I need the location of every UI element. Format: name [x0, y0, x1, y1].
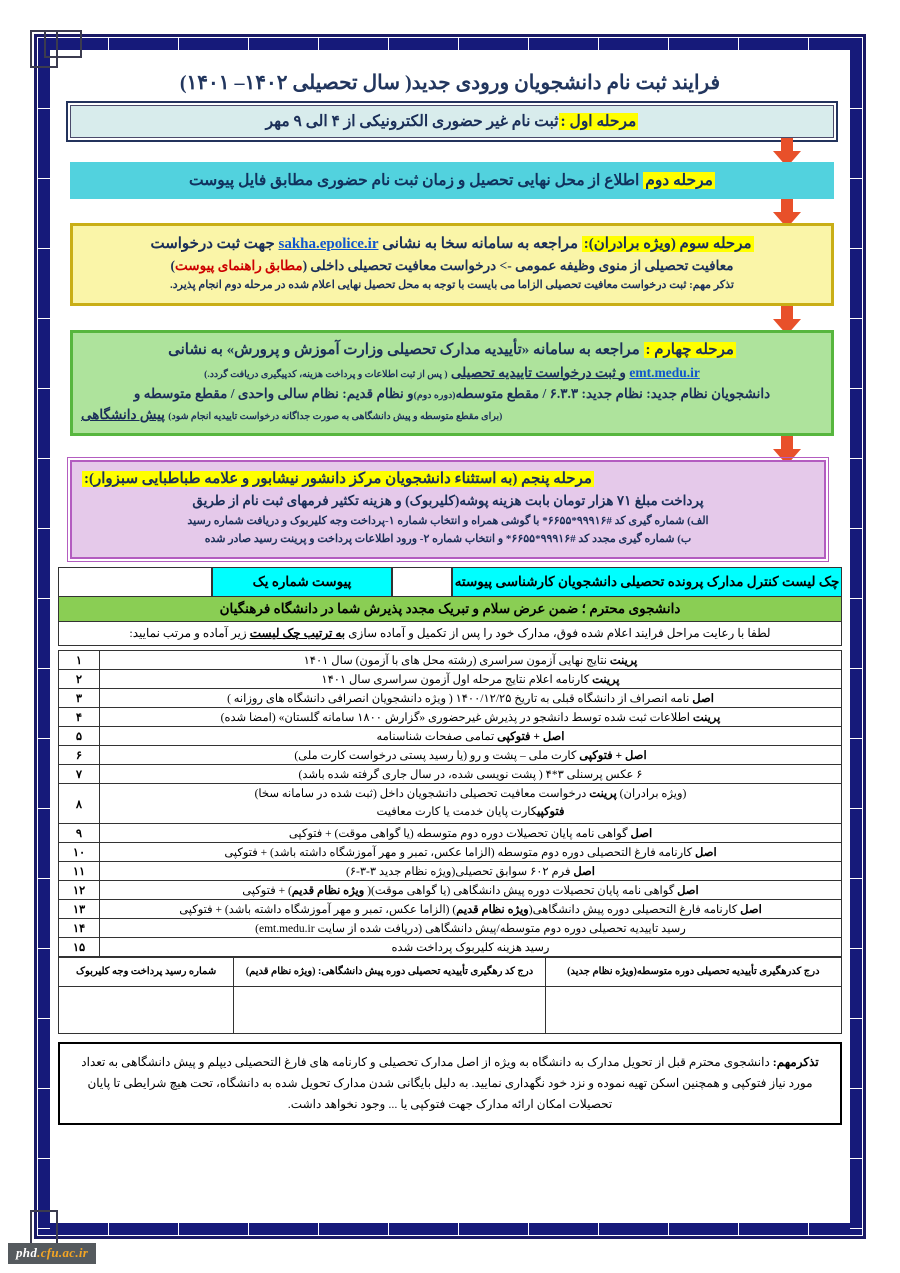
- frame-segment-tick: [38, 668, 50, 669]
- stage-3-line1-before: مراجعه به سامانه سخا به نشانی: [382, 236, 579, 252]
- row-desc: [100, 651, 842, 670]
- row-number: ۶: [59, 746, 100, 765]
- row-desc: [100, 784, 842, 824]
- emt-medu-link[interactable]: emt.medu.ir: [629, 364, 700, 380]
- checklist-table-body: [59, 651, 842, 957]
- row-bold: اصل: [740, 903, 762, 916]
- frame-segment-tick: [850, 738, 862, 739]
- frame-segment-tick: [528, 38, 529, 50]
- frame-segment-tick: [38, 738, 50, 739]
- important-note-text: دانشجوی محترم قبل از تحویل مدارک به دانشگاه به ویژه از اصل مدارک تحصیلی و کارنامه های فارغ التحصیلی دیپلم و پیش دانشگاهی به تعداد مورد نیاز فتوکپی و همچنین اسکن تهیه نموده و نزد خود نگهداری نمایید. به دلیل بایگانی شدن مدارک تحویل شده به دانشگاه، تحت هیچ شرایطی تا پایان تحصیلات امکان ارائه مدارک جهت فتوکپی یا ... وجود نخواهد داشت.: [81, 1054, 813, 1111]
- row-bold: پرینت: [592, 674, 620, 687]
- corner-mark-top-left-2: [30, 30, 58, 68]
- frame-segment-tick: [248, 1223, 249, 1235]
- row-number: ۱۴: [59, 918, 100, 937]
- row-desc: [100, 880, 842, 899]
- frame-segment-tick: [668, 38, 669, 50]
- stage-4-line4-small: (برای مقطع متوسطه و پیش دانشگاهی به صورت جداگانه درخواست تاییدیه انجام شود): [168, 412, 503, 422]
- frame-segment-tick: [850, 878, 862, 879]
- frame-segment-tick: [850, 1228, 862, 1229]
- row-desc: [100, 842, 842, 861]
- row-text: کارنامه اعلام نتایج مرحله اول آزمون سراسری سال ۱۴۰۱: [321, 674, 593, 687]
- row-text-2: ) (الزاما عکس، تمبر و مهر آموزشگاه داشته باشد) + فتوکپی: [179, 903, 457, 916]
- row-text: گواهی نامه پایان تحصیلات دوره پیش دانشگاهی (یا گواهی موقت)(: [364, 884, 678, 897]
- checklist-table: [58, 650, 842, 957]
- row-number: ۱۵: [59, 937, 100, 956]
- frame-segment-tick: [178, 1223, 179, 1235]
- frame-segment-tick: [38, 178, 50, 179]
- table-row: [59, 746, 842, 765]
- tracking-code-table: [58, 957, 842, 1034]
- stage-5-line-2: الف) شماره گیری کد #۹۹۹۱۶*۶۶۵۵* با گوشی همراه و انتخاب شماره ۱-پرداخت وجه کلیربوک و دریافت شماره رسید: [187, 514, 709, 527]
- table-row: [59, 918, 842, 937]
- tracking-col-old-a: درج کد رهگیری تأییدیه تحصیلی دوره پیش دانشگاهی: (: [312, 966, 534, 978]
- frame-segment-tick: [850, 318, 862, 319]
- row-desc: [100, 670, 842, 689]
- page-title: فرایند ثبت نام دانشجویان ورودی جدید( سال تحصیلی ۱۴۰۲– ۱۴۰۱): [179, 72, 721, 94]
- table-row: [59, 708, 842, 727]
- page-border-bottom: [38, 1223, 862, 1235]
- tracking-col-new-a: درج کدرهگیری تأییدیه تحصیلی دوره متوسطه(: [633, 966, 820, 978]
- stage-3-guide-ref: مطابق راهنمای پیوست: [175, 258, 303, 274]
- tracking-input-new-system[interactable]: [545, 986, 841, 1033]
- row-desc: [100, 899, 842, 918]
- stage-4-line1-text: مراجعه به سامانه «تأییدیه مدارک تحصیلی وزارت آموزش و پرورش» به نشانی: [168, 342, 640, 359]
- tracking-code-header-row: [59, 957, 842, 986]
- page-border-left: [38, 38, 50, 1235]
- frame-segment-tick: [388, 1223, 389, 1235]
- tracking-col-old-emph: ویژه نظام قدیم: [249, 966, 313, 978]
- row-text: تمامی صفحات شناسنامه: [376, 731, 498, 744]
- tracking-col-old-b: ): [245, 966, 250, 978]
- frame-segment-tick: [528, 1223, 529, 1235]
- greeting-banner: دانشجوی محترم ؛ ضمن عرض سلام و تبریک مجدد پذیرش شما در دانشگاه فرهنگیان: [58, 597, 842, 622]
- frame-segment-tick: [248, 38, 249, 50]
- stage-5-badge: مرحله پنجم (به استثناء دانشجویان مرکز دانشور نیشابور و علامه طباطبایی سبزوار):: [84, 471, 592, 488]
- table-row: [59, 689, 842, 708]
- frame-segment-tick: [738, 1223, 739, 1235]
- document-body: [58, 58, 842, 1125]
- table-row: [59, 823, 842, 842]
- row-8-prefix: (ویژه برادران): [616, 788, 687, 801]
- row-emph: ویژه نظام قدیم: [291, 884, 365, 897]
- stage-3-line2-b: ): [170, 258, 176, 274]
- table-row: [59, 727, 842, 746]
- stage-3-box: [70, 223, 834, 306]
- row-number: ۷: [59, 765, 100, 784]
- stage-4-line4-a: پیش دانشگاهی: [81, 407, 165, 422]
- frame-segment-tick: [850, 108, 862, 109]
- frame-segment-tick: [38, 388, 50, 389]
- frame-segment-tick: [38, 1088, 50, 1089]
- row-number: ۹: [59, 823, 100, 842]
- row-text: نتایج نهایی آزمون سراسری (رشته محل های با آزمون) سال ۱۴۰۱: [303, 655, 610, 668]
- frame-segment-tick: [850, 598, 862, 599]
- row-desc: [100, 746, 842, 765]
- frame-segment-tick: [850, 178, 862, 179]
- frame-segment-tick: [38, 948, 50, 949]
- important-note: [58, 1042, 842, 1125]
- stage-3-line-1: [83, 234, 821, 254]
- row-desc: [100, 937, 842, 956]
- table-row: [59, 880, 842, 899]
- frame-segment-tick: [318, 1223, 319, 1235]
- row-desc: [100, 708, 842, 727]
- important-note-label: تذکرمهم:: [772, 1054, 819, 1069]
- tracking-col-receipt: شماره رسید پرداخت وجه کلیربوک: [59, 957, 234, 986]
- stage-3-line1-after: جهت ثبت درخواست: [150, 236, 275, 252]
- row-8-bold-1: پرینت: [589, 788, 617, 801]
- frame-segment-tick: [38, 1158, 50, 1159]
- row-bold: پرینت: [609, 655, 638, 668]
- stage-5-line-3: ب) شماره گیری مجدد کد #۹۹۹۱۶*۶۶۵۵* و انتخاب شماره ۲- ورود اطلاعات پرداخت و پرینت رسید صادر شده: [204, 532, 692, 545]
- frame-segment-tick: [38, 598, 50, 599]
- tracking-code-input-row: [59, 986, 842, 1033]
- watermark-part-1: phd: [16, 1245, 38, 1260]
- row-8-text-2: کارت پایان خدمت یا کارت معافیت: [376, 805, 538, 818]
- checklist-header-gap-1: [392, 567, 452, 597]
- frame-segment-tick: [38, 808, 50, 809]
- row-text: نامه انصراف از دانشگاه قبلی به تاریخ ۱۴۰۰/۱۲/۲۵ ( ویژه دانشجویان انصرافی دانشگاه های روزانه ): [227, 693, 693, 706]
- row-number: ۱۰: [59, 842, 100, 861]
- frame-segment-tick: [108, 1223, 109, 1235]
- frame-segment-tick: [38, 528, 50, 529]
- table-row: [59, 899, 842, 918]
- stage-4-line-2: [81, 364, 823, 382]
- frame-segment-tick: [388, 38, 389, 50]
- row-text: اطلاعات ثبت شده توسط دانشجو در پذیرش غیرحضوری «گزارش ۱۸۰۰ سامانه گلستان» (امضا شده): [220, 712, 693, 725]
- tracking-col-new-emph: ویژه نظام جدید: [570, 966, 634, 978]
- stage-3-line-2: [83, 257, 821, 275]
- stage-4-line-4: [81, 406, 823, 424]
- row-text: رسید هزینه کلیربوک پرداخت شده: [391, 941, 550, 954]
- row-number: ۸: [59, 784, 100, 824]
- frame-segment-tick: [38, 248, 50, 249]
- stage-2-badge: مرحله دوم: [645, 172, 713, 189]
- stage-2-box: [70, 162, 834, 199]
- stage-3-badge: مرحله سوم (ویژه برادران):: [583, 236, 752, 252]
- row-desc: [100, 861, 842, 880]
- row-number: ۱۲: [59, 880, 100, 899]
- stage-4-box: [70, 330, 834, 436]
- frame-segment-tick: [850, 1158, 862, 1159]
- row-desc: [100, 823, 842, 842]
- instruction-a: لطفا با رعایت مراحل فرایند اعلام شده فوق، مدارک خود را پس از تکمیل و آماده سازی: [345, 626, 771, 641]
- row-text: رسید تاییدیه تحصیلی دوره دوم متوسطه/پیش دانشگاهی (دریافت شده از سایت emt.medu.ir: [258, 922, 686, 935]
- stage-4-line2-b: ( پس از ثبت اطلاعات و پرداخت هزینه، کدپیگیری دریافت گردد.): [204, 369, 448, 380]
- frame-segment-tick: [178, 38, 179, 50]
- frame-segment-tick: [850, 388, 862, 389]
- stage-5-box: [70, 460, 826, 559]
- row-desc: رسید تاییدیه تحصیلی دوره دوم متوسطه/پیش دانشگاهی (دریافت شده از سایت emt.medu.ir): [100, 918, 842, 937]
- frame-segment-tick: [38, 1228, 50, 1229]
- row-text: ۶ عکس پرسنلی ۳*۴ ( پشت نویسی شده، در سال جاری گرفته شده باشد): [298, 769, 643, 782]
- sakha-link[interactable]: sakha.epolice.ir: [278, 236, 379, 252]
- stage-4-line-1: [81, 340, 823, 360]
- table-row: [59, 937, 842, 956]
- frame-segment-tick: [850, 948, 862, 949]
- row-text: کارت ملی – پشت و رو (یا رسید پستی درخواست کارت ملی): [294, 750, 580, 763]
- table-row: [59, 784, 842, 824]
- row-bold: اصل: [677, 884, 699, 897]
- instruction-line: [58, 622, 842, 646]
- row-desc: [100, 689, 842, 708]
- tracking-input-old-system[interactable]: [234, 986, 545, 1033]
- stage-4-badge: مرحله چهارم :: [645, 342, 734, 359]
- tracking-input-receipt[interactable]: [59, 986, 234, 1033]
- row-number: ۳: [59, 689, 100, 708]
- stage-3-line2-a: معافیت تحصیلی از منوی وظیفه عمومی -> درخواست معافیت تحصیلی داخلی (: [302, 258, 734, 274]
- stage-4-line-3: [81, 385, 823, 403]
- stage-1-box: [70, 105, 834, 138]
- row-desc: [100, 765, 842, 784]
- row-bold: اصل + فتوکپی: [579, 750, 647, 763]
- frame-segment-tick: [598, 38, 599, 50]
- instruction-emph: به ترتیب چک لیست: [249, 626, 346, 641]
- row-number: ۱۳: [59, 899, 100, 918]
- tracking-col-old-system: [234, 957, 545, 986]
- row-text: کارنامه فارغ التحصیلی دوره دوم متوسطه (الزاما عکس، تمبر و مهر آموزشگاه داشته باشد) + فتوکپی: [224, 846, 695, 859]
- frame-segment-tick: [458, 1223, 459, 1235]
- row-bold: اصل + فتوکپی: [497, 731, 565, 744]
- stage-1-text: ثبت نام غیر حضوری الکترونیکی از ۴ الی ۹ مهر: [265, 113, 559, 130]
- page-border-right: [850, 38, 862, 1235]
- tracking-col-new-b: ): [567, 966, 571, 978]
- page-border-top: [38, 38, 862, 50]
- row-bold: اصل: [695, 846, 717, 859]
- frame-segment-tick: [38, 108, 50, 109]
- stage-2-text: اطلاع از محل نهایی تحصیل و زمان ثبت نام حضوری مطابق فایل پیوست: [189, 172, 640, 189]
- table-row: [59, 670, 842, 689]
- frame-segment-tick: [38, 458, 50, 459]
- frame-segment-tick: [850, 528, 862, 529]
- row-bold: پرینت: [692, 712, 721, 725]
- frame-segment-tick: [850, 458, 862, 459]
- frame-segment-tick: [108, 38, 109, 50]
- frame-segment-tick: [38, 1018, 50, 1019]
- row-text: کارنامه فارغ التحصیلی دوره پیش دانشگاهی(: [528, 903, 741, 916]
- row-text: گواهی نامه پایان تحصیلات دوره دوم متوسطه (یا گواهی موقت) + فتوکپی: [288, 827, 631, 840]
- frame-segment-tick: [38, 318, 50, 319]
- row-number: ۱۱: [59, 861, 100, 880]
- stage-4-line3-small: (دوره دوم): [413, 390, 456, 401]
- row-8-bold-2: فتوکپی: [537, 805, 565, 818]
- site-watermark: [8, 1243, 96, 1264]
- row-bold: اصل: [573, 865, 595, 878]
- row-emph: ویژه نظام قدیم: [456, 903, 529, 916]
- row-8-line-2: [105, 804, 836, 821]
- stage-3-line-3: تذکر مهم: ثبت درخواست معافیت تحصیلی الزاما می بایست با توجه به محل تحصیل نهایی اعلام شده در مرحله دوم انجام پذیرد.: [170, 279, 734, 292]
- frame-segment-tick: [850, 1088, 862, 1089]
- checklist-header-gap-2: [58, 567, 212, 597]
- stage-5-badge-line: [82, 469, 814, 489]
- row-number: ۲: [59, 670, 100, 689]
- tracking-code-body: [59, 957, 842, 1033]
- table-row: [59, 765, 842, 784]
- frame-segment-tick: [38, 878, 50, 879]
- stage-5-line-1: پرداخت مبلغ ۷۱ هزار تومان بابت هزینه پوشه(کلیربوک) و هزینه تکثیر فرمهای ثبت نام از طریق: [192, 493, 704, 509]
- row-8-text-1: درخواست معافیت تحصیلی دانشجویان داخل (ثبت شده در سامانه سخا): [254, 788, 590, 801]
- frame-segment-tick: [808, 1223, 809, 1235]
- row-desc: [100, 727, 842, 746]
- row-8-line-1: [105, 786, 836, 803]
- frame-segment-tick: [668, 1223, 669, 1235]
- row-text-2: ) + فتوکپی: [242, 884, 292, 897]
- frame-segment-tick: [458, 38, 459, 50]
- stage-4-line3-b: و نظام قدیم: نظام سالی واحدی / مقطع متوسطه و: [133, 385, 414, 401]
- frame-segment-tick: [318, 38, 319, 50]
- row-number: ۴: [59, 708, 100, 727]
- stage-4-line3-a: دانشجویان نظام جدید: نظام جدید: ۶.۳.۳ / مقطع متوسطه: [455, 385, 771, 401]
- row-number: ۵: [59, 727, 100, 746]
- instruction-b: زیر آماده و مرتب نمایید:: [129, 626, 250, 641]
- checklist-header-title: چک لیست کنترل مدارک پرونده تحصیلی دانشجویان کارشناسی پیوسته: [452, 567, 842, 597]
- tracking-col-new-system: [545, 957, 841, 986]
- row-text: فرم ۶۰۲ سوابق تحصیلی(ویژه نظام جدید ۳-۳-۶): [345, 865, 574, 878]
- frame-segment-tick: [598, 1223, 599, 1235]
- frame-segment-tick: [850, 248, 862, 249]
- stage-1-badge: مرحله اول :: [560, 113, 637, 130]
- frame-segment-tick: [850, 668, 862, 669]
- frame-segment-tick: [738, 38, 739, 50]
- table-row: [59, 861, 842, 880]
- row-bold: اصل: [630, 827, 653, 840]
- frame-segment-tick: [850, 1018, 862, 1019]
- frame-segment-tick: [808, 38, 809, 50]
- row-number: ۱: [59, 651, 100, 670]
- table-row: [59, 651, 842, 670]
- checklist-header: [58, 567, 842, 597]
- watermark-part-2: .cfu.ac.ir: [37, 1245, 89, 1260]
- table-row: [59, 842, 842, 861]
- frame-segment-tick: [850, 808, 862, 809]
- stage-4-line2-a: و ثبت درخواست تاییدیه تحصیلی: [450, 364, 626, 380]
- corner-mark-top-left: [44, 30, 82, 58]
- checklist-header-attachment: پیوست شماره یک: [212, 567, 392, 597]
- row-bold: اصل: [692, 693, 714, 706]
